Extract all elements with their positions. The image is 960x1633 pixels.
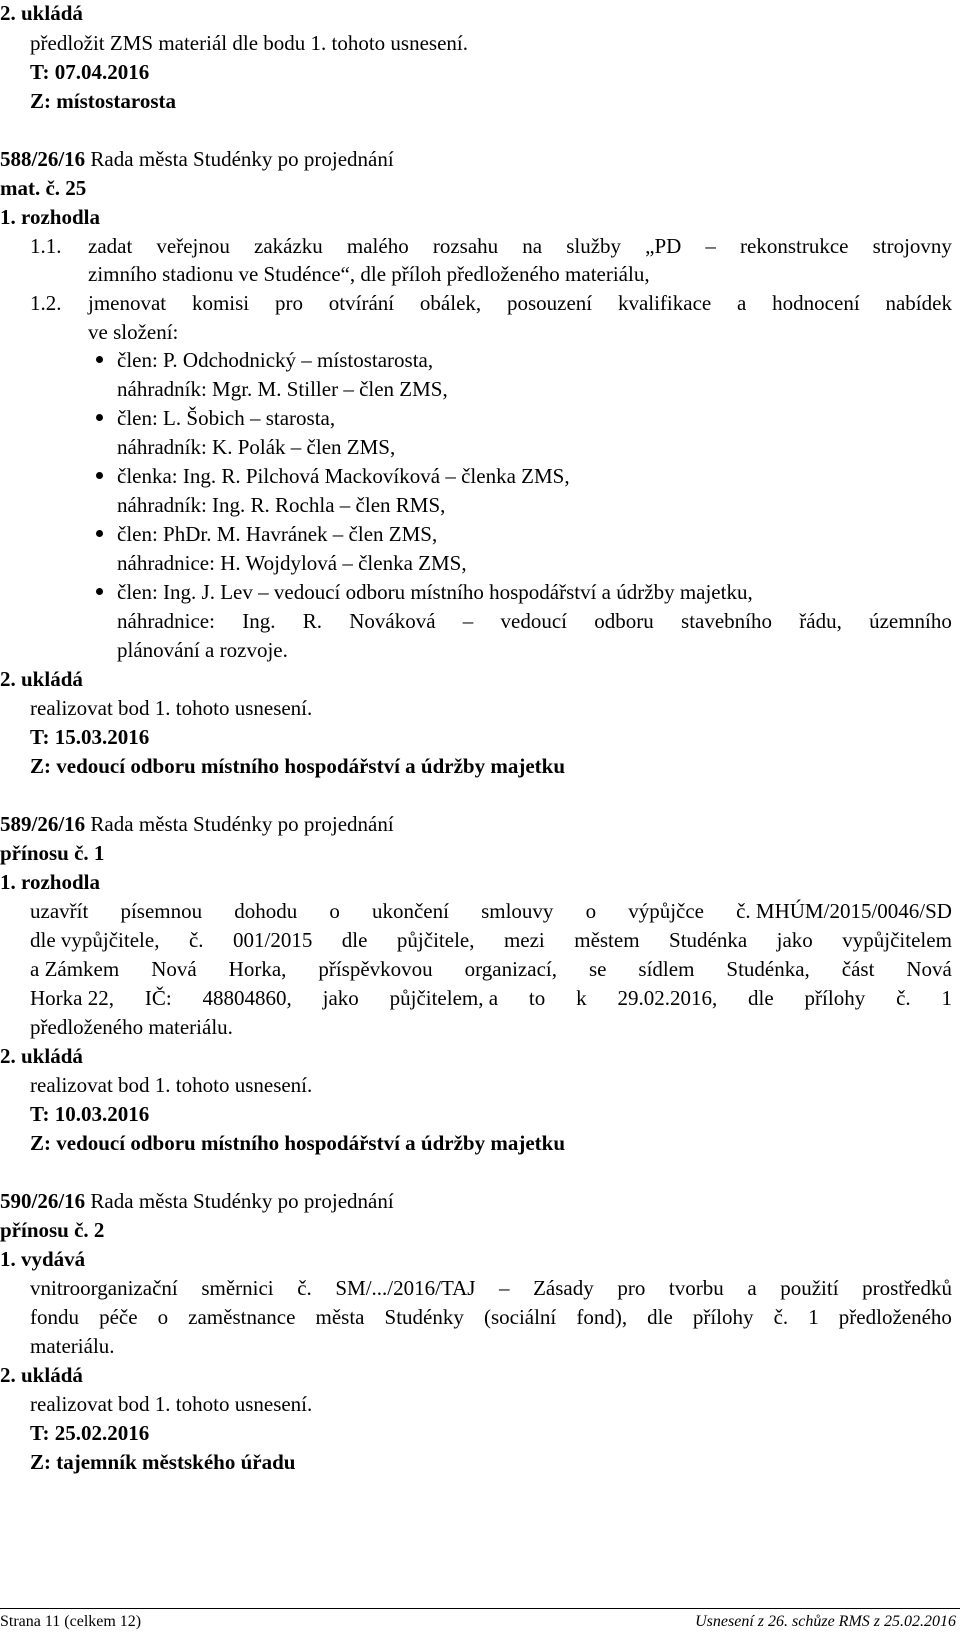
word: fond),	[576, 1305, 628, 1329]
resolution-subject: přínosu č. 1	[0, 841, 105, 865]
word: o	[329, 899, 340, 923]
item-number: 1.1.	[30, 234, 62, 258]
section-heading: 1. rozhodla	[0, 870, 100, 894]
item-number: 1.2.	[30, 291, 62, 315]
word: –	[499, 1276, 510, 1300]
word: zaměstnance	[188, 1305, 296, 1329]
word: odboru	[594, 609, 654, 633]
term-date: T: 15.03.2016	[30, 725, 150, 749]
word: vypůjčitelem	[842, 928, 952, 952]
word: k	[576, 986, 587, 1010]
word: a Zámkem	[30, 957, 120, 981]
word: 48804860,	[202, 986, 292, 1010]
word: půjčitele,	[396, 928, 475, 952]
word: 001/2015	[232, 928, 313, 952]
section-heading: 1. rozhodla	[0, 205, 100, 229]
word: to	[528, 986, 546, 1010]
word: strojovny	[872, 234, 952, 258]
word: SM/.../2016/TAJ	[335, 1276, 476, 1300]
word: komisi	[191, 291, 250, 315]
word: kvalifikace	[617, 291, 712, 315]
word: fondu	[30, 1305, 79, 1329]
word: dohodu	[234, 899, 298, 923]
word: Horka,	[228, 957, 287, 981]
word: prostředků	[862, 1276, 952, 1300]
word: dle	[341, 928, 368, 952]
bullet-icon	[96, 414, 103, 421]
word: přílohy	[692, 1305, 754, 1329]
word: pro	[617, 1276, 646, 1300]
word: služby	[566, 234, 622, 258]
resolution-subject: mat. č. 25	[0, 176, 87, 200]
page-footer	[0, 1608, 960, 1633]
word: písemnou	[120, 899, 203, 923]
section-heading: 2. ukládá	[0, 1363, 83, 1387]
bullet-icon	[96, 588, 103, 595]
word: tvorbu	[668, 1276, 724, 1300]
word: Nová	[906, 957, 952, 981]
responsible-person: Z: vedoucí odboru místního hospodářství a údržby majetku	[30, 1131, 565, 1155]
word: předloženého	[838, 1305, 952, 1329]
word: Nová	[151, 957, 197, 981]
resolution-number: 589/26/16	[0, 812, 86, 836]
word: řádu,	[799, 609, 842, 633]
word: dle vypůjčitele,	[30, 928, 160, 952]
word: použití	[780, 1276, 839, 1300]
resolution-number: 588/26/16	[0, 147, 86, 171]
word: vnitroorganizační	[30, 1276, 178, 1300]
resolution-header	[0, 146, 394, 172]
word: jako	[322, 986, 359, 1010]
word: rozsahu	[432, 234, 499, 258]
justified-line	[30, 927, 952, 953]
word: posouzení	[506, 291, 593, 315]
word: územního	[869, 609, 952, 633]
word: č.	[773, 1305, 789, 1329]
bullet-icon	[96, 356, 103, 363]
word: zadat	[88, 234, 133, 258]
word: městem	[574, 928, 640, 952]
word: péče	[99, 1305, 138, 1329]
word: stavebního	[681, 609, 772, 633]
term-date: T: 07.04.2016	[30, 60, 150, 84]
resolution-intro: Rada města Studénky po projednání	[90, 812, 394, 836]
section-heading: 1. vydává	[0, 1247, 86, 1271]
bullet-icon	[96, 472, 103, 479]
member-line: člen: Ing. J. Lev – vedoucí odboru místního hospodářství a údržby majetku,	[117, 580, 753, 604]
word: zakázku	[254, 234, 323, 258]
word: dle	[647, 1305, 673, 1329]
substitute-line: náhradnice: H. Wojdylová – členka ZMS,	[117, 551, 467, 575]
justified-line	[117, 608, 952, 634]
paragraph: plánování a rozvoje.	[117, 638, 288, 662]
word: část	[841, 957, 875, 981]
word: Ing.	[242, 609, 276, 633]
word: vedoucí	[500, 609, 568, 633]
word: půjčitelem, a	[389, 986, 499, 1010]
word: o	[157, 1305, 169, 1329]
responsible-person: Z: vedoucí odboru místního hospodářství a údržby majetku	[30, 754, 565, 778]
word: IČ:	[144, 986, 172, 1010]
paragraph: ve složení:	[88, 320, 179, 344]
responsible-person: Z: místostarosta	[30, 89, 177, 113]
word: obálek,	[419, 291, 482, 315]
word: a	[747, 1276, 757, 1300]
member-line: člen: L. Šobich – starosta,	[117, 406, 336, 430]
word: jmenovat	[88, 291, 167, 315]
page-number: Strana 11 (celkem 12)	[0, 1613, 142, 1630]
paragraph: realizovat bod 1. tohoto usnesení.	[30, 1392, 313, 1416]
word: na	[522, 234, 543, 258]
word: a	[737, 291, 747, 315]
word: o	[585, 899, 597, 923]
resolution-subject: přínosu č. 2	[0, 1218, 105, 1242]
paragraph: předloženého materiálu.	[30, 1015, 233, 1039]
word: smlouvy	[481, 899, 554, 923]
word: –	[705, 234, 716, 258]
paragraph: materiálu.	[30, 1334, 115, 1358]
resolution-number: 590/26/16	[0, 1189, 86, 1213]
word: dle	[748, 986, 774, 1010]
substitute-line: náhradník: Mgr. M. Stiller – člen ZMS,	[117, 377, 448, 401]
responsible-person: Z: tajemník městského úřadu	[30, 1450, 296, 1474]
resolution-header	[0, 811, 394, 837]
word: příspěvkovou	[318, 957, 433, 981]
word: mezi	[503, 928, 545, 952]
justified-line	[30, 956, 952, 982]
resolution-intro: Rada města Studénky po projednání	[90, 1189, 394, 1213]
section-heading: 2. ukládá	[0, 667, 83, 691]
word: Studénky	[384, 1305, 464, 1329]
word: ukončení	[371, 899, 449, 923]
word: uzavřít	[30, 899, 89, 923]
word: R.	[302, 609, 322, 633]
footer-document-title: Usnesení z 26. schůze RMS z 25.02.2016	[695, 1613, 956, 1630]
paragraph: zimního stadionu ve Studénce“, dle příloh předloženého materiálu,	[88, 262, 650, 286]
member-line: členka: Ing. R. Pilchová Mackovíková – členka ZMS,	[117, 464, 570, 488]
word: 1	[941, 986, 952, 1010]
resolution-header	[0, 1188, 394, 1214]
bullet-icon	[96, 530, 103, 537]
word: pro	[274, 291, 303, 315]
word: „PD	[645, 234, 682, 258]
word: Studénka,	[726, 957, 810, 981]
member-line: člen: P. Odchodnický – místostarosta,	[117, 348, 434, 372]
term-date: T: 10.03.2016	[30, 1102, 150, 1126]
word: č.	[297, 1276, 312, 1300]
word: organizací,	[464, 957, 557, 981]
justified-line	[88, 233, 952, 259]
word: veřejnou	[156, 234, 230, 258]
word: města	[315, 1305, 365, 1329]
word: nabídek	[885, 291, 952, 315]
word: Nováková	[349, 609, 436, 633]
justified-line	[30, 1304, 952, 1330]
word: Zásady	[533, 1276, 594, 1300]
word: (sociální	[483, 1305, 557, 1329]
word: malého	[346, 234, 409, 258]
word: jako	[776, 928, 813, 952]
word: přílohy	[804, 986, 866, 1010]
justified-line	[88, 290, 952, 316]
word: č.	[896, 986, 911, 1010]
justified-line	[30, 1275, 952, 1301]
word: náhradnice:	[117, 609, 215, 633]
paragraph: předložit ZMS materiál dle bodu 1. tohoto usnesení.	[30, 31, 469, 55]
word: hodnocení	[772, 291, 860, 315]
paragraph: realizovat bod 1. tohoto usnesení.	[30, 1073, 313, 1097]
resolution-intro: Rada města Studénky po projednání	[90, 147, 394, 171]
word: Horka 22,	[30, 986, 114, 1010]
word: rekonstrukce	[740, 234, 849, 258]
word: č.	[188, 928, 204, 952]
word: sídlem	[638, 957, 695, 981]
word: 1	[808, 1305, 819, 1329]
word: –	[462, 609, 474, 633]
substitute-line: náhradník: Ing. R. Rochla – člen RMS,	[117, 493, 446, 517]
word: 29.02.2016,	[617, 986, 718, 1010]
word: směrnici	[201, 1276, 274, 1300]
substitute-line: náhradník: K. Polák – člen ZMS,	[117, 435, 396, 459]
justified-line	[30, 985, 952, 1011]
section-heading: 2. ukládá	[0, 1, 83, 25]
word: se	[588, 957, 607, 981]
word: Studénka	[669, 928, 748, 952]
word: otvírání	[328, 291, 395, 315]
term-date: T: 25.02.2016	[30, 1421, 150, 1445]
member-line: člen: PhDr. M. Havránek – člen ZMS,	[117, 522, 438, 546]
word: č. MHÚM/2015/0046/SD	[736, 899, 952, 923]
justified-line	[30, 898, 952, 924]
word: výpůjčce	[628, 899, 704, 923]
section-heading: 2. ukládá	[0, 1044, 83, 1068]
paragraph: realizovat bod 1. tohoto usnesení.	[30, 696, 313, 720]
